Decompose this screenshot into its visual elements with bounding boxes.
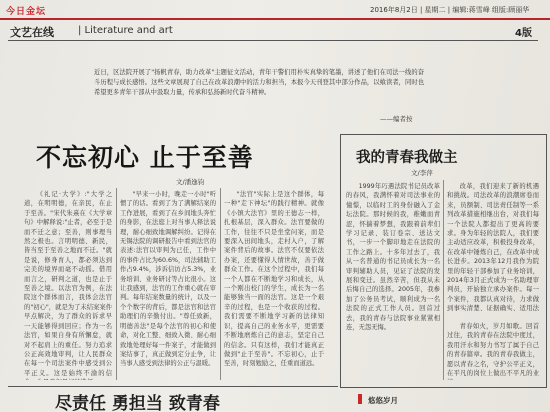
bottom-article-headline: 尽责任 勇担当 致青春 xyxy=(55,394,220,412)
column-divider xyxy=(220,188,221,380)
article-column-text: "早来一小时，晚走一小时"听惯了的话。看到了为了满解结案的工作进展，看到了在乡间地头奔忙的身影，在法庭上对当事人释法说理，耐心细致地调解纠纷。记得在无锡法院的调研报告中看到法官的表述:法官以审判为已任，工作中的事件占比为60.6%，司法辅助工作占9.4%，涉诉信访占5.3%，业务培训、业务研讨等占比很小。这让我感到，法官的工作重心就在审判。每年结案数量的统计，以及一个个数字的背后，都是法官和法官助理们的辛勤付出。"尊任致新，明德善法"是每个法官的初心和使命，对化工整、细致入微、耐心细致地处理好每一件案子，才能做到案结事了，真正做到定分止争，让当事人感受到法律的公正与温暖。 xyxy=(120,191,216,368)
section-title: 文艺在线 xyxy=(10,26,54,39)
sidebar-article-author: 文/李萍 xyxy=(411,169,433,177)
masthead-rule xyxy=(0,18,550,20)
dateline: 2016年8月2日 | 星期二 | 编辑:蒋雪峰 组版:顾丽华 xyxy=(370,6,530,14)
sidebar-column-text: 1999年巧遇法院书记员改革的春风，我满怀着对司法事业的憧憬，以临时工的身份融入了金坛法院。那时候的我，稚嫩而青涩，怀揣着梦想，我跟着前辈们学习记录、装订卷宗、送达文书，一步一个脚印地走在法院的工作之路上。十多年过去了，我从一名普通的书记员成长为一名审判辅助人员，见证了法院的发展和变迁。虽然辛苦，但我从未后悔自己的选择。2005年，我参加了公务员考试，顺利成为一名法院的正式工作人员。回首过去，我的青春与法院事业紧紧相连，无怨无悔。 xyxy=(346,183,440,332)
section-title-english: | Literature and art xyxy=(78,25,173,36)
column-divider xyxy=(443,180,444,380)
sidebar-article-headline: 我的青春我做主 xyxy=(356,149,458,166)
article-author: 文/潘逸钧 xyxy=(176,178,205,186)
article-headline: 不忘初心 止于至善 xyxy=(36,143,254,172)
article-column-text: 《礼记·大学》:"大学之道，在明明德，在亲民，在止于至善。"宋代朱熹在《大学章句》中解释说:"止者，必至于是而不迁之意；至善，则事理当然之极也。言明明德、新民，皆当至于至善之地而不迁。"就是说，修身育人，都必须达到完美的境界而毫不动摇。借用而言之，研判之道，也是止于至善之境。以法官为例，在法院这个群体而言，我体会法官的"初心"，就是为了未结案案件早点解决，为了群众的诉求早一天能够得到回应；作为一名法官，如果自身有所懈怠，就对不起肩上的重任。努力追求公正高效地审判，让人民群众在每一个司法案件中感受到公平正义。这是始终不渝的信 xyxy=(24,191,112,377)
column-tag: 悠悠岁月 xyxy=(368,396,398,405)
bottom-rule xyxy=(8,386,338,387)
sidebar-column-1 xyxy=(346,182,440,380)
article-column-2 xyxy=(120,190,216,380)
editor-note-sign: ——编者按 xyxy=(380,115,413,123)
article-column-3 xyxy=(224,190,324,380)
column-tag-marker xyxy=(358,394,362,404)
sidebar-column-2 xyxy=(447,182,539,314)
sidebar-column-3 xyxy=(447,322,539,380)
newspaper-brand-logo: 今日金坛 xyxy=(6,7,47,17)
sidebar-column-text: 改革，我们迎来了新的机遇和挑战。司法改革的浪潮席卷而来，员额制、司法责任制等一系列改革措施相继出台，对我们每一个法院人都提出了更高的要求。身为年轻的法院人，我们要主动适应改革，积极投身改革，在改革中锤炼自己，在改革中成长进步。2013年12月我作为院里的年轻干部参加了业务培训，2014年3月正式成为一名助理审判员，开始独立承办案件。每一个案件，我都认真对待，力求做到事实清楚、证据确实、适用法 xyxy=(447,183,539,313)
sidebar-column-text: 青春如火，岁月如歌。回首过往，我的青春在法院中度过，我用汗水和努力书写了属于自己的青春篇章。我的青春我做主，愿以青春之名，守护公平正义，在平凡的岗位上做出不平凡的业 xyxy=(447,323,539,378)
article-column-text: "法官"实际上是这个群体，每一种"走下神坛"的践行精神。就像《小镇大法官》里的王德志一样，扎根基层，深入群众。法官要做的工作，往往不只是坐堂问案，而是要深入田间地头，走村入户，了解案件背后的故事。法官不仅要依法办案，还要懂得人情世故，善于做群众工作。在这个过程中，我们每一个人都在不断地学习和成长，从一个刚出校门的学生，成长为一名能够独当一面的法官。这是一个艰辛的过程，也是一个收获的过程。我们需要不断地学习新的法律知识，提高自己的业务水平，更需要不断地磨炼自己的意志，坚定自己的信念。只有这样，我们才能真正做到"止于至善"。不忘初心，止于至善，时刻勉励之，任重而道远。 xyxy=(224,191,324,368)
section-rule xyxy=(8,40,538,41)
column-divider xyxy=(116,188,117,380)
page-number: 4版 xyxy=(515,28,532,39)
article-column-1 xyxy=(24,190,112,380)
editor-note: 近日，区法院开展了"扬帆青春，助力改革"主题征文活动，青年干警们用朴实真挚的笔墨，讲述了他们在司法一线的奋斗历程与成长感悟。这些文章展现了自己在改革浪潮中的活力和担当，本报今天刊登其中部分作品，以飨读者，同时也希望更多青年干部从中汲取力量，传承和弘扬新时代奋斗精神。 xyxy=(94,69,424,96)
